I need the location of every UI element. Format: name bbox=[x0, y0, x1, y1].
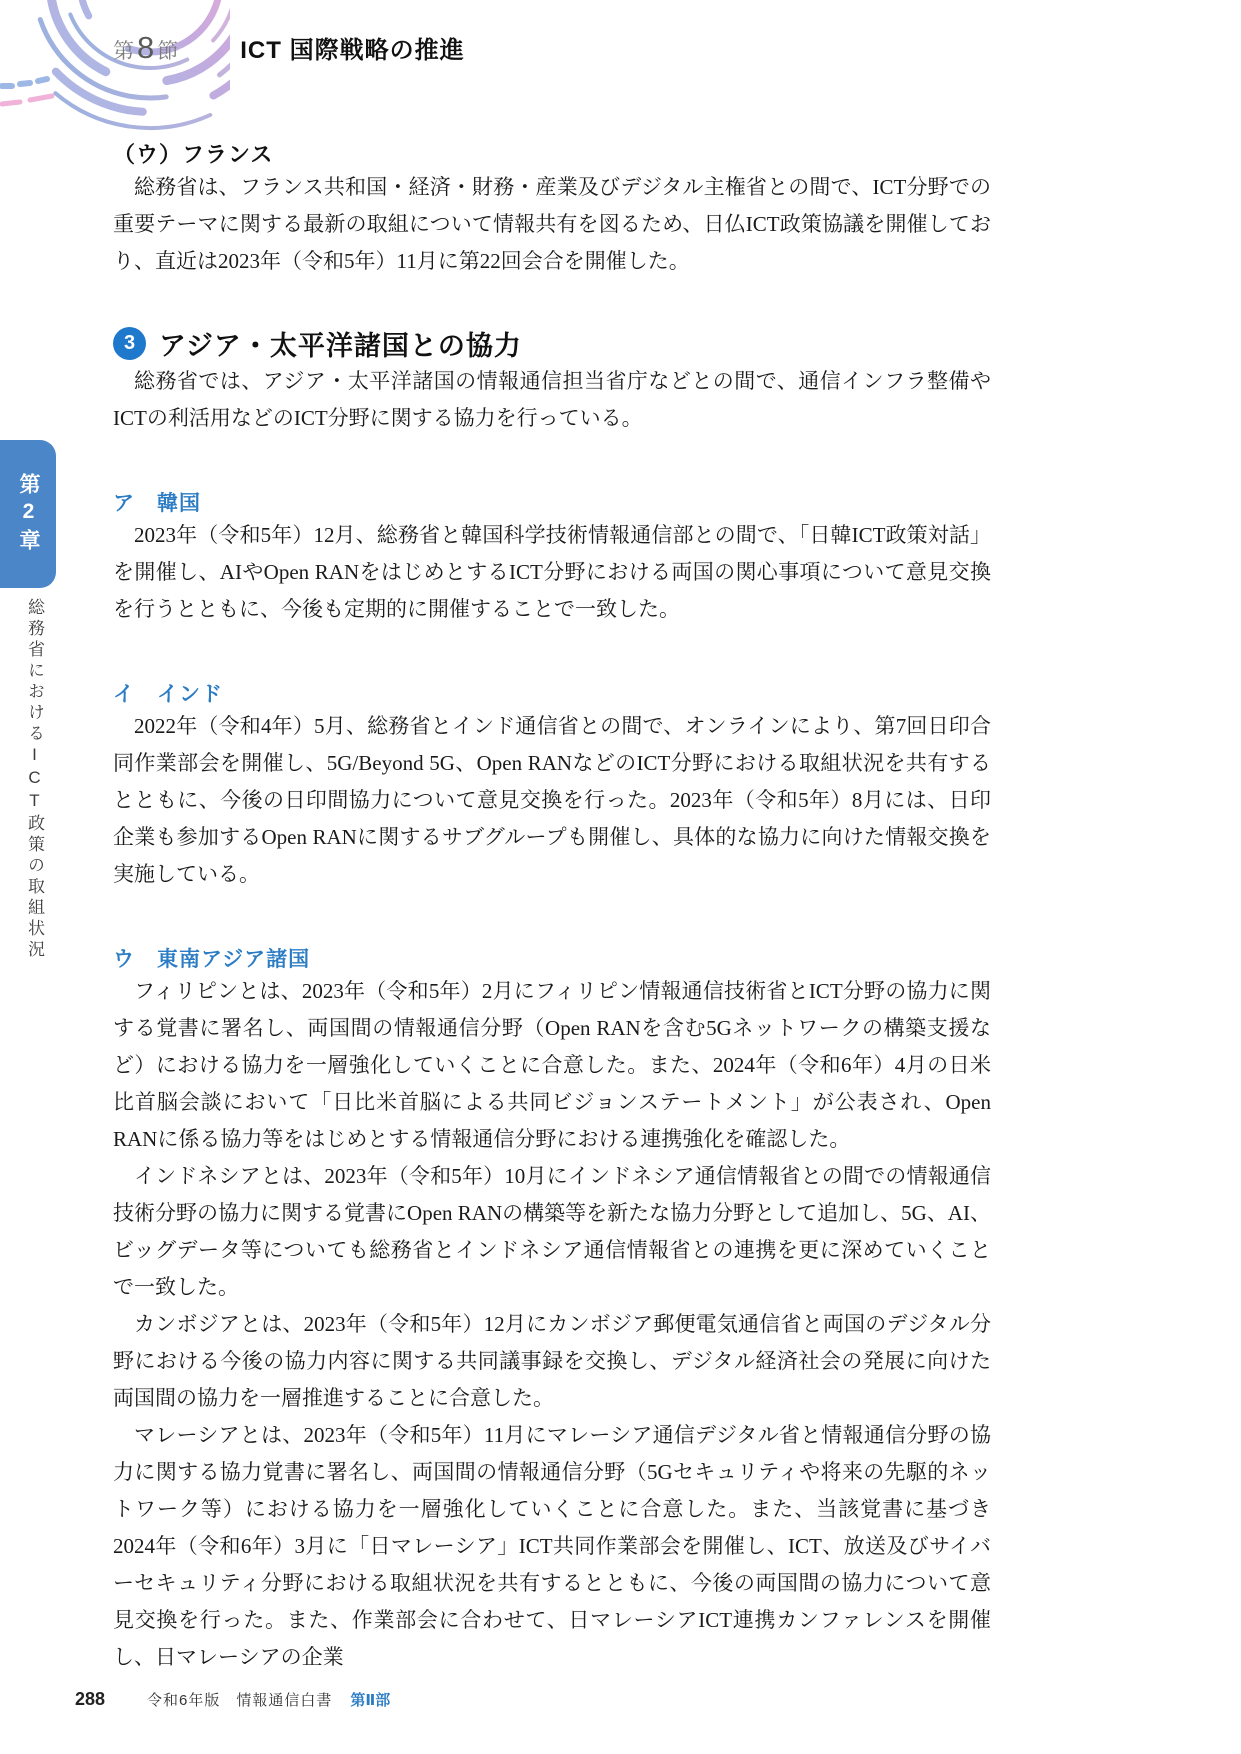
paragraph-cambodia: カンボジアとは、2023年（令和5年）12月にカンボジア郵便電気通信省と両国のデジタル分野における今後の協力内容に関する共同議事録を交換し、デジタル経済社会の発展に向けた両国間の協力を一層推進することに合意した。 bbox=[113, 1312, 991, 1410]
heading-southeast-asia bbox=[113, 943, 991, 973]
page-footer bbox=[75, 1689, 390, 1710]
section3-heading bbox=[113, 324, 991, 363]
section-number: 8 bbox=[137, 30, 155, 65]
section3-title: アジア・太平洋諸国との協力 bbox=[159, 331, 522, 361]
chapter-side-title: 総務省におけるICT政策の取組状況 bbox=[25, 598, 44, 961]
section-number-suffix: 節 bbox=[157, 40, 179, 63]
part-label: 第Ⅱ部 bbox=[350, 1692, 391, 1709]
heading-india-title: インド bbox=[157, 683, 223, 706]
heading-korea-title: 韓国 bbox=[157, 492, 201, 515]
paragraph-section3: 総務省では、アジア・太平洋諸国の情報通信担当省庁などとの間で、通信インフラ整備やICTの利活用などのICT分野に関する協力を行っている。 bbox=[113, 369, 991, 430]
paragraph-indonesia: インドネシアとは、2023年（令和5年）10月にインドネシア通信情報省との間での情報通信技術分野の協力に関する覚書にOpen RANの構築等を新たな協力分野として追加し、5G、AI、ビッグデータ等についても総務省とインドネシア通信情報省との連携を更に深めていくことで一致した。 bbox=[113, 1164, 991, 1299]
section3-number-badge: 3 bbox=[113, 327, 146, 360]
page-number: 288 bbox=[75, 1689, 106, 1709]
paragraph-india: 2022年（令和4年）5月、総務省とインド通信省との間で、オンラインにより、第7回日印合同作業部会を開催し、5G/Beyond 5G、Open RANなどのICT分野における取組状況を共有するとともに、今後の日印間協力について意見交換を行った。2023年（令和5年）8月には、日印企業も参加するOpen RANに関するサブグループも開催し、具体的な協力に向けた情報交換を実施している。 bbox=[113, 714, 991, 886]
paragraph-korea: 2023年（令和5年）12月、総務省と韓国科学技術情報通信部との間で、「日韓ICT政策対話」を開催し、AIやOpen RANをはじめとするICT分野における両国の関心事項について意見交換を行うとともに、今後も定期的に開催することで一致した。 bbox=[113, 523, 991, 621]
heading-southeast-asia-label: ウ bbox=[113, 948, 135, 971]
main-content bbox=[113, 138, 991, 1676]
section-number-prefix: 第 bbox=[113, 40, 134, 63]
paragraph-philippines: フィリピンとは、2023年（令和5年）2月にフィリピン情報通信技術省とICT分野の協力に関する覚書に署名し、両国間の情報通信分野（Open RANを含む5Gネットワークの構築支援など）における協力を一層強化していくことに合意した。また、2024年（令和6年）4月の日米比首脳会談において「日比米首脳による共同ビジョンステートメント」が公表され、Open RANに係る協力等をはじめとする情報通信分野における連携強化を確認した。 bbox=[113, 979, 991, 1151]
corner-arcs-decoration bbox=[0, 0, 230, 135]
chapter-tab-label: 第2章 bbox=[17, 472, 40, 556]
heading-korea-label: ア bbox=[113, 492, 135, 515]
heading-southeast-asia-title: 東南アジア諸国 bbox=[157, 948, 311, 971]
chapter-tab bbox=[0, 440, 56, 588]
heading-india-label: イ bbox=[113, 683, 135, 706]
heading-france: （ウ）フランス bbox=[113, 142, 274, 167]
book-title: 令和6年版 情報通信白書 bbox=[147, 1692, 333, 1709]
heading-korea bbox=[113, 487, 991, 517]
page-header bbox=[113, 30, 465, 65]
paragraph-france: 総務省は、フランス共和国・経済・財務・産業及びデジタル主権省との間で、ICT分野での重要テーマに関する最新の取組について情報共有を図るため、日仏ICT政策協議を開催しており、直近は2023年（令和5年）11月に第22回会合を開催した。 bbox=[113, 175, 991, 273]
paragraph-malaysia: マレーシアとは、2023年（令和5年）11月にマレーシア通信デジタル省と情報通信分野の協力に関する協力覚書に署名し、両国間の情報通信分野（5Gセキュリティや将来の先駆的ネットワーク等）における協力を一層強化していくことに合意した。また、当該覚書に基づき2024年（令和6年）3月に「日マレーシア」ICT共同作業部会を開催し、ICT、放送及びサイバーセキュリティ分野における取組状況を共有するとともに、今後の両国間の協力について意見交換を行った。また、作業部会に合わせて、日マレーシアICT連携カンファレンスを開催し、日マレーシアの企業 bbox=[113, 1423, 991, 1669]
heading-india bbox=[113, 678, 991, 708]
section-title: ICT 国際戦略の推進 bbox=[240, 37, 465, 64]
